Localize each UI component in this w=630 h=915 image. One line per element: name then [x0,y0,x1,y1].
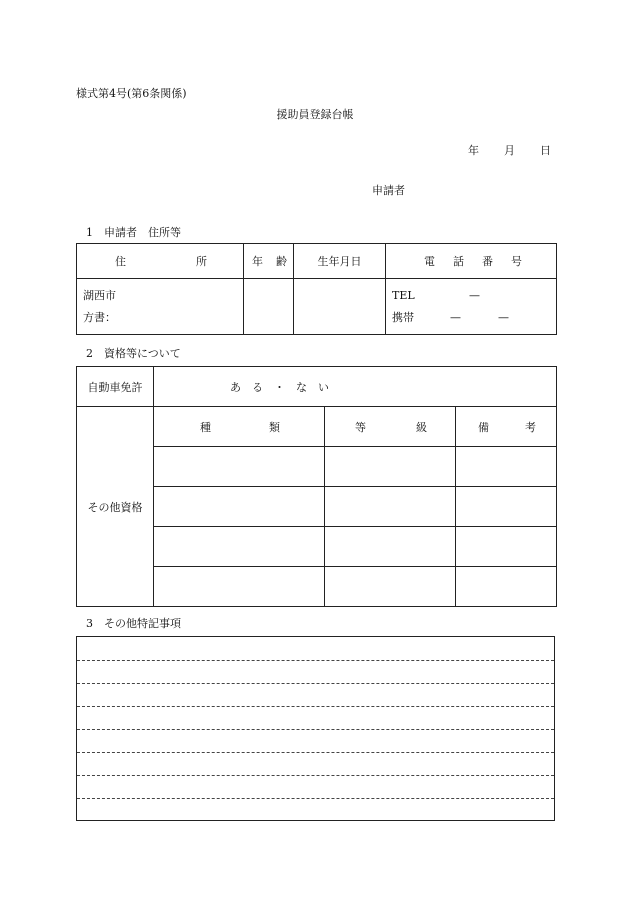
address-line-city: 湖西市 [83,288,116,302]
applicant-label: 申請者 [372,184,405,197]
notes-cell[interactable] [456,487,557,527]
age-cell[interactable] [244,279,294,335]
age-header-b: 齢 [276,255,287,268]
notes-cell[interactable] [456,447,557,487]
grade-header-b: 級 [416,420,427,434]
notes-header [456,407,557,447]
notes-header-a: 備 [478,420,489,434]
age-header [244,244,294,279]
note-line [77,798,554,799]
note-line [77,775,554,776]
note-line [77,729,554,730]
notes-header-b: 考 [525,420,537,434]
notes-cell[interactable] [456,527,557,567]
phone-header-2: 話 [453,255,464,268]
form-number: 様式第4号(第6条関係) [76,87,187,100]
type-cell[interactable] [154,527,325,567]
tel-label: TEL [392,288,415,302]
phone-header-3: 番 [482,255,493,268]
grade-cell[interactable] [325,527,456,567]
special-notes-box[interactable] [76,636,555,821]
notes-cell[interactable] [456,567,557,607]
mobile-label: 携帯 [392,310,414,324]
date-year: 年 [468,144,479,157]
birthdate-cell[interactable] [294,279,386,335]
tel-dash: — [469,288,480,302]
type-cell[interactable] [154,447,325,487]
type-header [154,407,325,447]
license-options[interactable]: あ る ・ な い [154,367,557,407]
address-header-a: 住 [115,255,126,268]
type-header-a: 種 [200,420,211,434]
address-line-houseowner: 方書： [83,310,116,324]
age-header-a: 年 [252,255,263,268]
qualification-table [76,366,557,607]
mobile-dash-1: — [450,310,461,324]
birthdate-header: 生年月日 [294,244,386,279]
mobile-row [392,307,550,329]
applicant-table [76,243,557,335]
phone-header-1: 電 [424,255,435,268]
other-qualifications-label: その他資格 [77,407,154,607]
date-month: 月 [504,144,515,157]
date-day: 日 [540,144,551,157]
page-title: 援助員登録台帳 [276,108,354,121]
phone-cell[interactable] [386,279,557,335]
grade-header-a: 等 [355,420,366,434]
license-label: 自動車免許 [77,367,154,407]
note-line [77,660,554,661]
grade-cell[interactable] [325,487,456,527]
address-header [77,244,244,279]
type-header-b: 類 [269,420,280,434]
section1-heading: 1 申請者 住所等 [86,226,181,239]
type-cell[interactable] [154,487,325,527]
grade-cell[interactable] [325,567,456,607]
grade-header [325,407,456,447]
grade-cell[interactable] [325,447,456,487]
phone-header-4: 号 [511,255,522,268]
phone-header [386,244,557,279]
section3-heading: 3 その他特記事項 [86,617,181,630]
note-line [77,683,554,684]
mobile-dash-2: — [498,310,509,324]
type-cell[interactable] [154,567,325,607]
note-line [77,752,554,753]
address-cell[interactable] [77,279,244,335]
tel-row [392,285,550,307]
address-header-b: 所 [196,255,207,268]
section2-heading: 2 資格等について [86,347,181,360]
note-line [77,706,554,707]
